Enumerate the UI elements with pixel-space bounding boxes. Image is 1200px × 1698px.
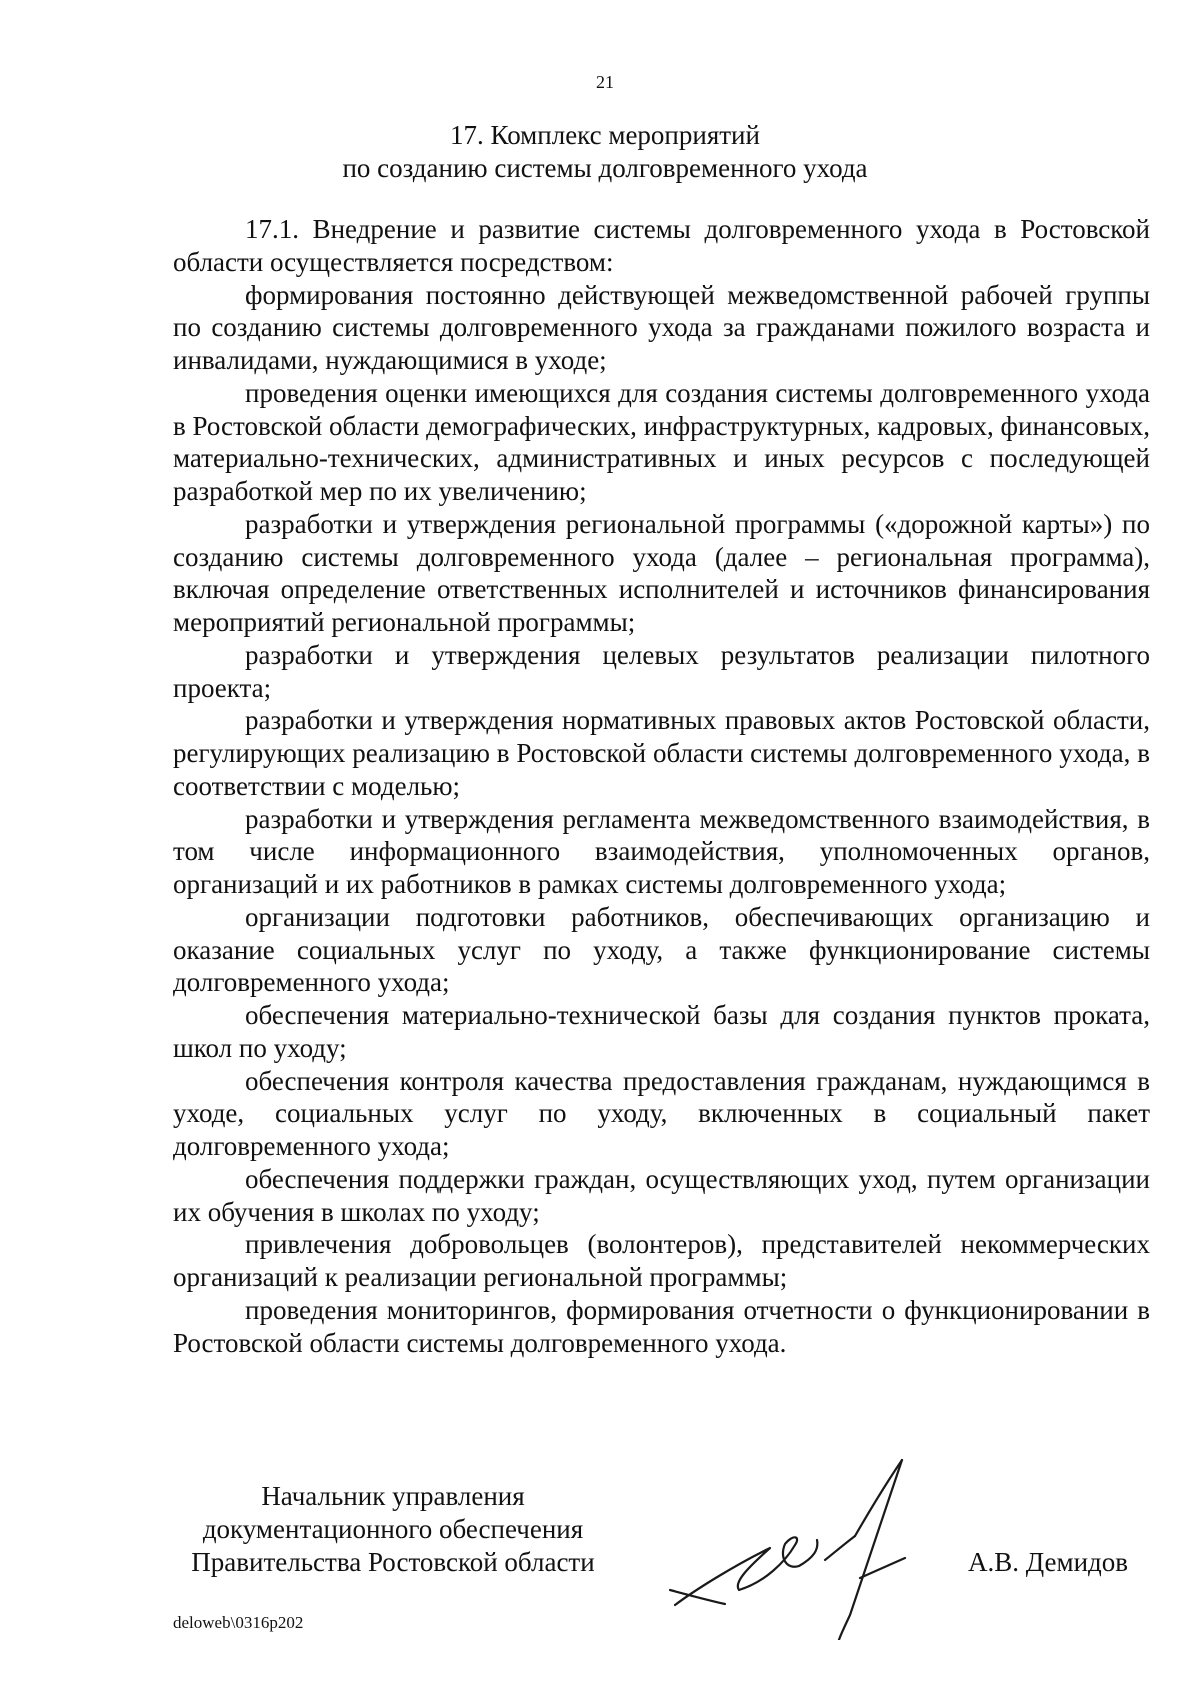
paragraph-item: разработки и утверждения нормативных правовых актов Ростовской области, регулирующих реализацию в Ростовской области системы долговременного ухода, в соответствии с моделью; xyxy=(173,705,1150,801)
section-title-line-2: по созданию системы долговременного ухода xyxy=(342,153,868,183)
paragraph-item: обеспечения контроля качества предоставления гражданам, нуждающимся в уходе, социальных услуг по уходу, включенных в социальный пакет долговременного ухода; xyxy=(173,1065,1150,1161)
page-number: 21 xyxy=(596,72,614,92)
position-line-1: Начальник управления xyxy=(261,1481,525,1511)
paragraph-item: обеспечения материально-технической базы для создания пунктов проката, школ по уходу; xyxy=(173,1000,1150,1063)
position-line-3: Правительства Ростовской области xyxy=(191,1547,595,1577)
paragraph-item: организации подготовки работников, обеспечивающих организацию и оказание социальных услуг по уходу, а также функционирование системы долговременного ухода; xyxy=(173,901,1150,998)
section-title xyxy=(0,119,1200,185)
paragraph-item: разработки и утверждения регламента межведомственного взаимодействия, в том числе информационного взаимодействия, уполномоченных органов, организаций и их работников в рамках системы долговременного ухода; xyxy=(173,803,1150,899)
paragraph-item: разработки и утверждения региональной программы («дорожной карты») по созданию системы долговременного ухода (далее – региональная программа), включая определение ответственных исполнителей и источников финансирования мероприятий региональной программы; xyxy=(173,508,1150,637)
paragraph-item: привлечения добровольцев (волонтеров), представителей некоммерческих организаций к реализации региональной программы; xyxy=(173,1229,1150,1292)
paragraph-item: обеспечения поддержки граждан, осуществляющих уход, путем организации их обучения в школах по уходу; xyxy=(173,1163,1150,1227)
section-title-line-1: 17. Комплекс мероприятий xyxy=(450,120,760,150)
document-code: deloweb\0316p202 xyxy=(173,1613,304,1632)
signer-name: А.В. Демидов xyxy=(968,1547,1129,1577)
paragraph-item: разработки и утверждения целевых результатов реализации пилотного проекта; xyxy=(173,639,1150,703)
paragraph-item: проведения мониторингов, формирования отчетности о функционировании в Ростовской области системы долговременного ухода. xyxy=(173,1294,1150,1358)
signatory-position xyxy=(173,1480,613,1579)
document-body xyxy=(173,213,1150,1359)
paragraph-item: формирования постоянно действующей межведомственной рабочей группы по созданию системы долговременного ухода за гражданами пожилого возраста и инвалидами, нуждающимися в уходе; xyxy=(173,279,1150,375)
handwritten-signature xyxy=(655,1440,935,1640)
position-line-2: документационного обеспечения xyxy=(202,1514,584,1544)
paragraph-item: проведения оценки имеющихся для создания системы долговременного ухода в Ростовской области демографических, инфраструктурных, кадровых, финансовых, материально-технических, административных и иных ресурсов с последующей разработкой мер по их увеличению; xyxy=(173,377,1150,506)
paragraph-intro: 17.1. Внедрение и развитие системы долговременного ухода в Ростовской области осуществляется посредством: xyxy=(173,214,1150,277)
